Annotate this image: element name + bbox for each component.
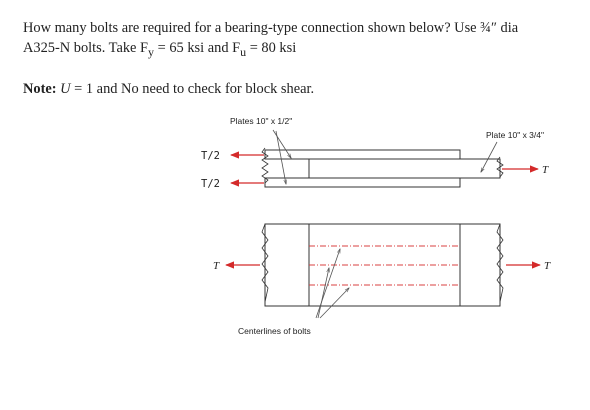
main-plate-elevation [309, 159, 500, 178]
fu-value: = 80 ksi [246, 40, 297, 56]
centerlines-label: Centerlines of bolts [238, 326, 311, 336]
fu-subscript: u [240, 44, 247, 59]
plate-label: Plate 10" x 3/4" [486, 130, 545, 140]
bolt-leader-3 [320, 288, 349, 318]
plan-load-label-left: T [213, 260, 220, 272]
main-plate-plan [309, 224, 500, 306]
bolt-leader-1 [316, 249, 340, 318]
fy-subscript: y [148, 44, 155, 59]
plate-leader [481, 142, 497, 172]
plates-leader-1 [273, 130, 291, 158]
plan-load-label-right: T [544, 260, 551, 272]
note-text: = 1 and No need to check for block shear. [70, 80, 315, 97]
plates-label: Plates 10" x 1/2" [230, 116, 293, 126]
question-line-1-text: How many bolts are required for a bearing-type connection shown below? Use ¾″ dia [23, 20, 519, 36]
plates-leader-2 [276, 131, 286, 184]
note-label: Note: [23, 80, 57, 97]
bottom-plate [265, 178, 460, 187]
load-label-bottom: T/2 [201, 178, 220, 190]
top-plate [265, 150, 460, 159]
u-symbol: U [60, 80, 71, 97]
load-label-top: T/2 [201, 150, 220, 162]
question-line-2-text: A325-N bolts. Take F [23, 40, 149, 56]
load-label-right: T [542, 164, 549, 176]
fy-value: = 65 ksi and F [154, 40, 241, 56]
